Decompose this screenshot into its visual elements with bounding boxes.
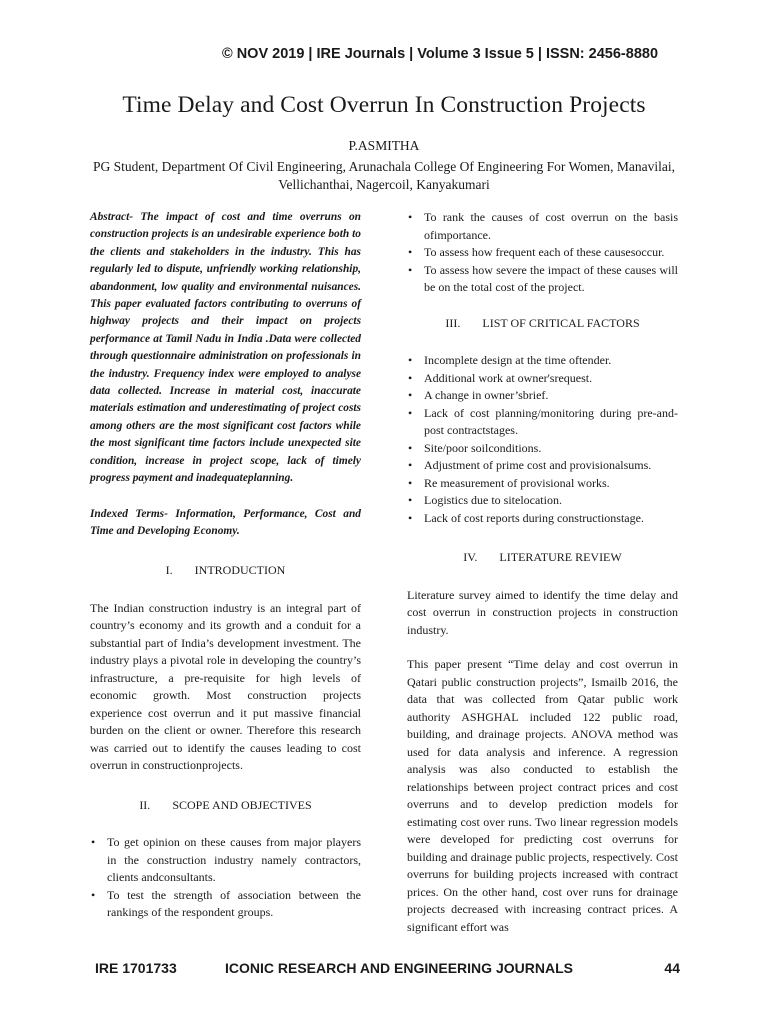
section-heading-critical-factors bbox=[407, 315, 678, 333]
journal-header: © NOV 2019 | IRE Journals | Volume 3 Issue 5 | ISSN: 2456-8880 bbox=[221, 46, 659, 62]
page-number: 44 bbox=[664, 960, 680, 976]
objectives-list bbox=[407, 209, 678, 297]
literature-body-paragraph: This paper present “Time delay and cost overrun in Qatari public construction projects”, Ismailb 2016, the data that was collected from Qatar public work authority ASHGHAL included 122 public road, building, and drainage projects. ANOVA method was used for data analysis and inference. A regression analysis was also conducted to establish the relationships between project contract prices and cost overruns and to develop prediction models for estimating cost over runs. Two linear regression models were developed for predicting cost overruns for building and drainage public projects, respectively. Cost overruns for building projects increased with contract prices. On the other hand, cost over runs for drainage projects decreased with increasing contract prices. A significant effort was bbox=[407, 657, 678, 934]
literature-intro-paragraph: Literature survey aimed to identify the time delay and cost overrun in construction projects in construction industry. bbox=[407, 587, 678, 637]
author-name: P.ASMITHA bbox=[348, 138, 420, 153]
list-item: • Incomplete design at the time oftender. bbox=[407, 352, 678, 370]
scope-list bbox=[90, 834, 361, 922]
list-item: • To assess how frequent each of these causesoccur. bbox=[407, 244, 678, 262]
list-item: • Re measurement of provisional works. bbox=[407, 475, 678, 493]
left-column bbox=[90, 209, 361, 922]
footer-publisher: ICONIC RESEARCH AND ENGINEERING JOURNALS bbox=[225, 960, 573, 976]
section-title: SCOPE AND OBJECTIVES bbox=[172, 797, 312, 812]
list-item: • Adjustment of prime cost and provisionalsums. bbox=[407, 457, 678, 475]
abstract: Abstract- The impact of cost and time overruns on construction projects is an undesirable experience both to the clients and stakeholders in the industry. This has regularly led to dispute, unfriendly working relationship, abandonment, low quality and environmental nuisances. This paper evaluated factors contributing to overruns of highway projects and their impact on projects performance at Tamil Nadu in India .Data were collected through questionnaire administration on professionals in the industry. Frequency index were employed to analyse data collected. Increase in material cost, inaccurate materials estimation and underestimating of project costs among others are the most significant cost factors while the most significant time factors include unexpected site condition, increase in project scope, lack of timely progress payment and inadequateplanning. bbox=[90, 211, 361, 485]
list-item: • Lack of cost planning/monitoring during pre-and-post contractstages. bbox=[407, 405, 678, 440]
section-title: LIST OF CRITICAL FACTORS bbox=[482, 315, 640, 330]
section-number: I. bbox=[165, 563, 173, 578]
section-heading-introduction bbox=[90, 562, 361, 580]
list-item: • To rank the causes of cost overrun on the basis ofimportance. bbox=[407, 209, 678, 244]
footer-id: IRE 1701733 bbox=[95, 960, 177, 976]
section-title: INTRODUCTION bbox=[194, 563, 286, 578]
list-item: • A change in owner’sbrief. bbox=[407, 387, 678, 405]
list-item: • Additional work at owner'srequest. bbox=[407, 370, 678, 388]
section-heading-literature-review bbox=[407, 549, 678, 567]
author-affiliation: PG Student, Department Of Civil Engineering, Arunachala College Of Engineering For Women, Manavilai, Vellichanthai, Nagercoil, Kanyakumari bbox=[92, 159, 676, 192]
section-heading-scope bbox=[90, 797, 361, 815]
list-item: • To get opinion on these causes from major players in the construction industry namely contractors, clients andconsultants. bbox=[90, 834, 361, 887]
section-number: III. bbox=[445, 315, 461, 330]
paper-title: Time Delay and Cost Overrun In Construction Projects bbox=[122, 92, 646, 118]
right-column bbox=[407, 209, 678, 936]
list-item: • To test the strength of association between the rankings of the respondent groups. bbox=[90, 887, 361, 922]
list-item: • Site/poor soilconditions. bbox=[407, 440, 678, 458]
list-item: • Logistics due to sitelocation. bbox=[407, 492, 678, 510]
list-item: • To assess how severe the impact of these causes will be on the total cost of the project. bbox=[407, 262, 678, 297]
introduction-paragraph: The Indian construction industry is an integral part of country’s economy and its growth and a conduit for a substantial part of India’s development investment. The industry plays a pivotal role in developing the country’s infrastructure, a pre-requisite for high levels of economic growth. Most construction projects experience cost overrun and it put massive financial burden on the client or owner. Therefore this research was carried out to identify the causes leading to cost overrun in constructionprojects. bbox=[90, 600, 361, 773]
section-number: II. bbox=[139, 797, 151, 812]
section-title: LITERATURE REVIEW bbox=[499, 550, 622, 564]
list-item: • Lack of cost reports during constructionstage. bbox=[407, 510, 678, 528]
critical-factors-list bbox=[407, 352, 678, 527]
section-number: IV. bbox=[463, 550, 478, 564]
indexed-terms: Indexed Terms- Information, Performance, Cost and Time and Developing Economy. bbox=[90, 507, 361, 537]
